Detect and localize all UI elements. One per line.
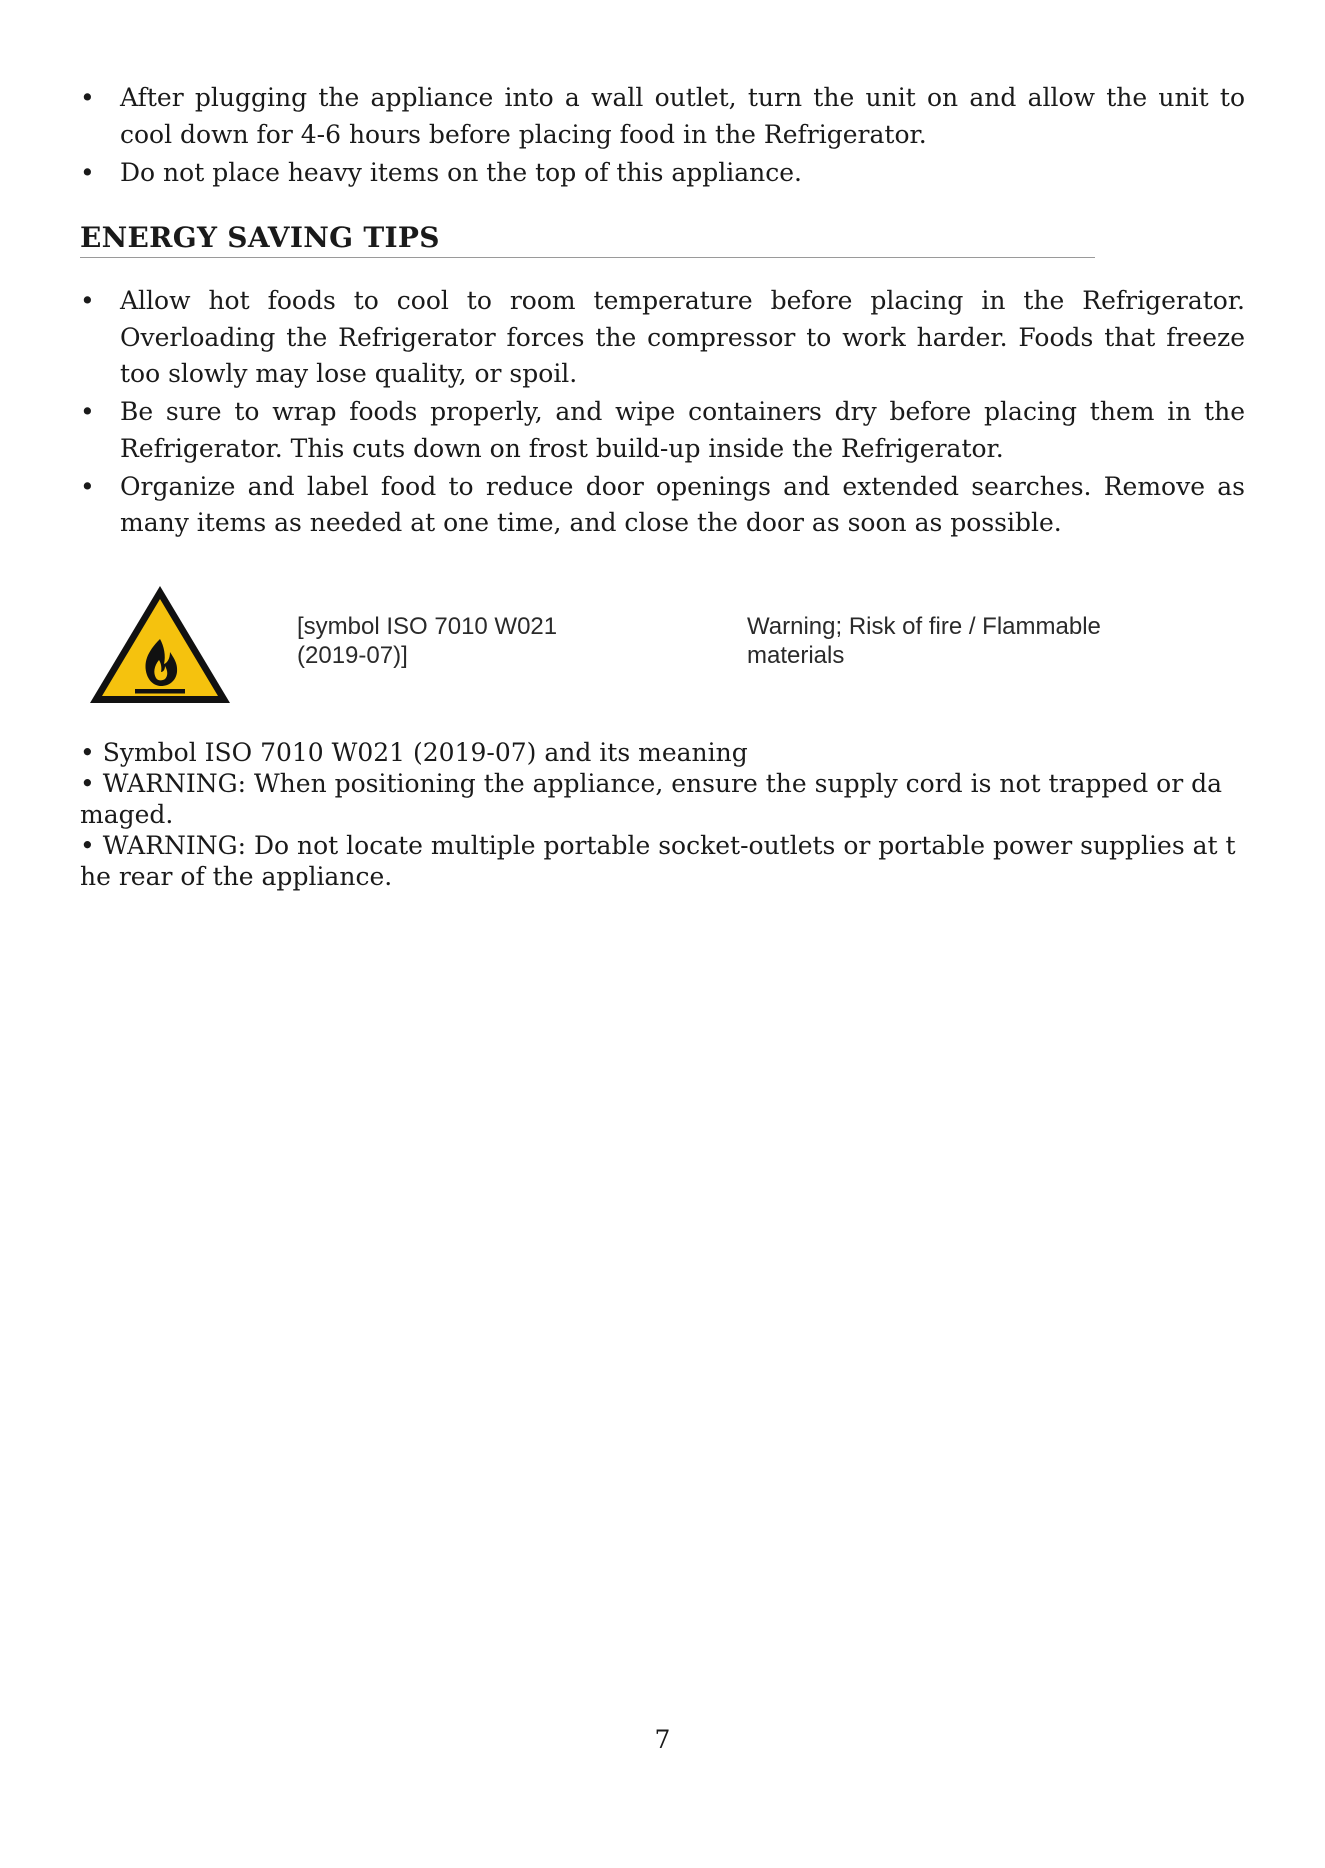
list-item-text: Allow hot foods to cool to room temperature before placing in the Refrigerator. Overloading the Refrigerator forces the compressor to work harder. Foods that freeze too slowly may lose quality, or spoil.	[120, 286, 1245, 388]
bullet-icon: •	[80, 286, 95, 315]
bullet-icon: •	[80, 157, 95, 187]
warning-symbol-row	[80, 578, 1245, 708]
list-item	[80, 283, 1245, 393]
list-item-text: Be sure to wrap foods properly, and wipe containers dry before placing them in the Refrigerator. This cuts down on frost build-up inside the Refrigerator.	[120, 397, 1245, 463]
energy-tips-list	[80, 283, 1245, 543]
note-line: • WARNING: When positioning the appliance, ensure the supply cord is not trapped or damaged.	[80, 769, 1223, 829]
flammable-warning-icon	[87, 582, 233, 706]
list-item	[80, 155, 1245, 192]
bullet-icon: •	[80, 83, 95, 112]
list-item-text: Do not place heavy items on the top of this appliance.	[120, 157, 803, 187]
bullet-icon: •	[80, 397, 95, 426]
symbol-meaning: Warning; Risk of fire / Flammable materials	[747, 613, 1101, 669]
note-line: • WARNING: Do not locate multiple portable socket-outlets or portable power supplies at the rear of the appliance.	[80, 831, 1236, 891]
bullet-icon: •	[80, 471, 95, 501]
list-item-text: Organize and label food to reduce door openings and extended searches. Remove as many items as needed at one time, and close the door as soon as possible.	[120, 471, 1245, 537]
note-line: • Symbol ISO 7010 W021 (2019-07) and its meaning	[80, 738, 748, 767]
list-item-text: After plugging the appliance into a wall outlet, turn the unit on and allow the unit to cool down for 4-6 hours before placing food in the Refrigerator.	[120, 83, 1245, 149]
warning-notes	[80, 737, 1245, 892]
list-item	[80, 394, 1245, 467]
list-item	[80, 469, 1245, 542]
page-number: 7	[654, 1725, 671, 1754]
precautions-list	[80, 80, 1245, 193]
symbol-label: [symbol ISO 7010 W021 (2019-07)]	[297, 613, 558, 669]
list-item	[80, 80, 1245, 153]
section-heading-energy-saving: ENERGY SAVING TIPS	[80, 220, 1095, 258]
